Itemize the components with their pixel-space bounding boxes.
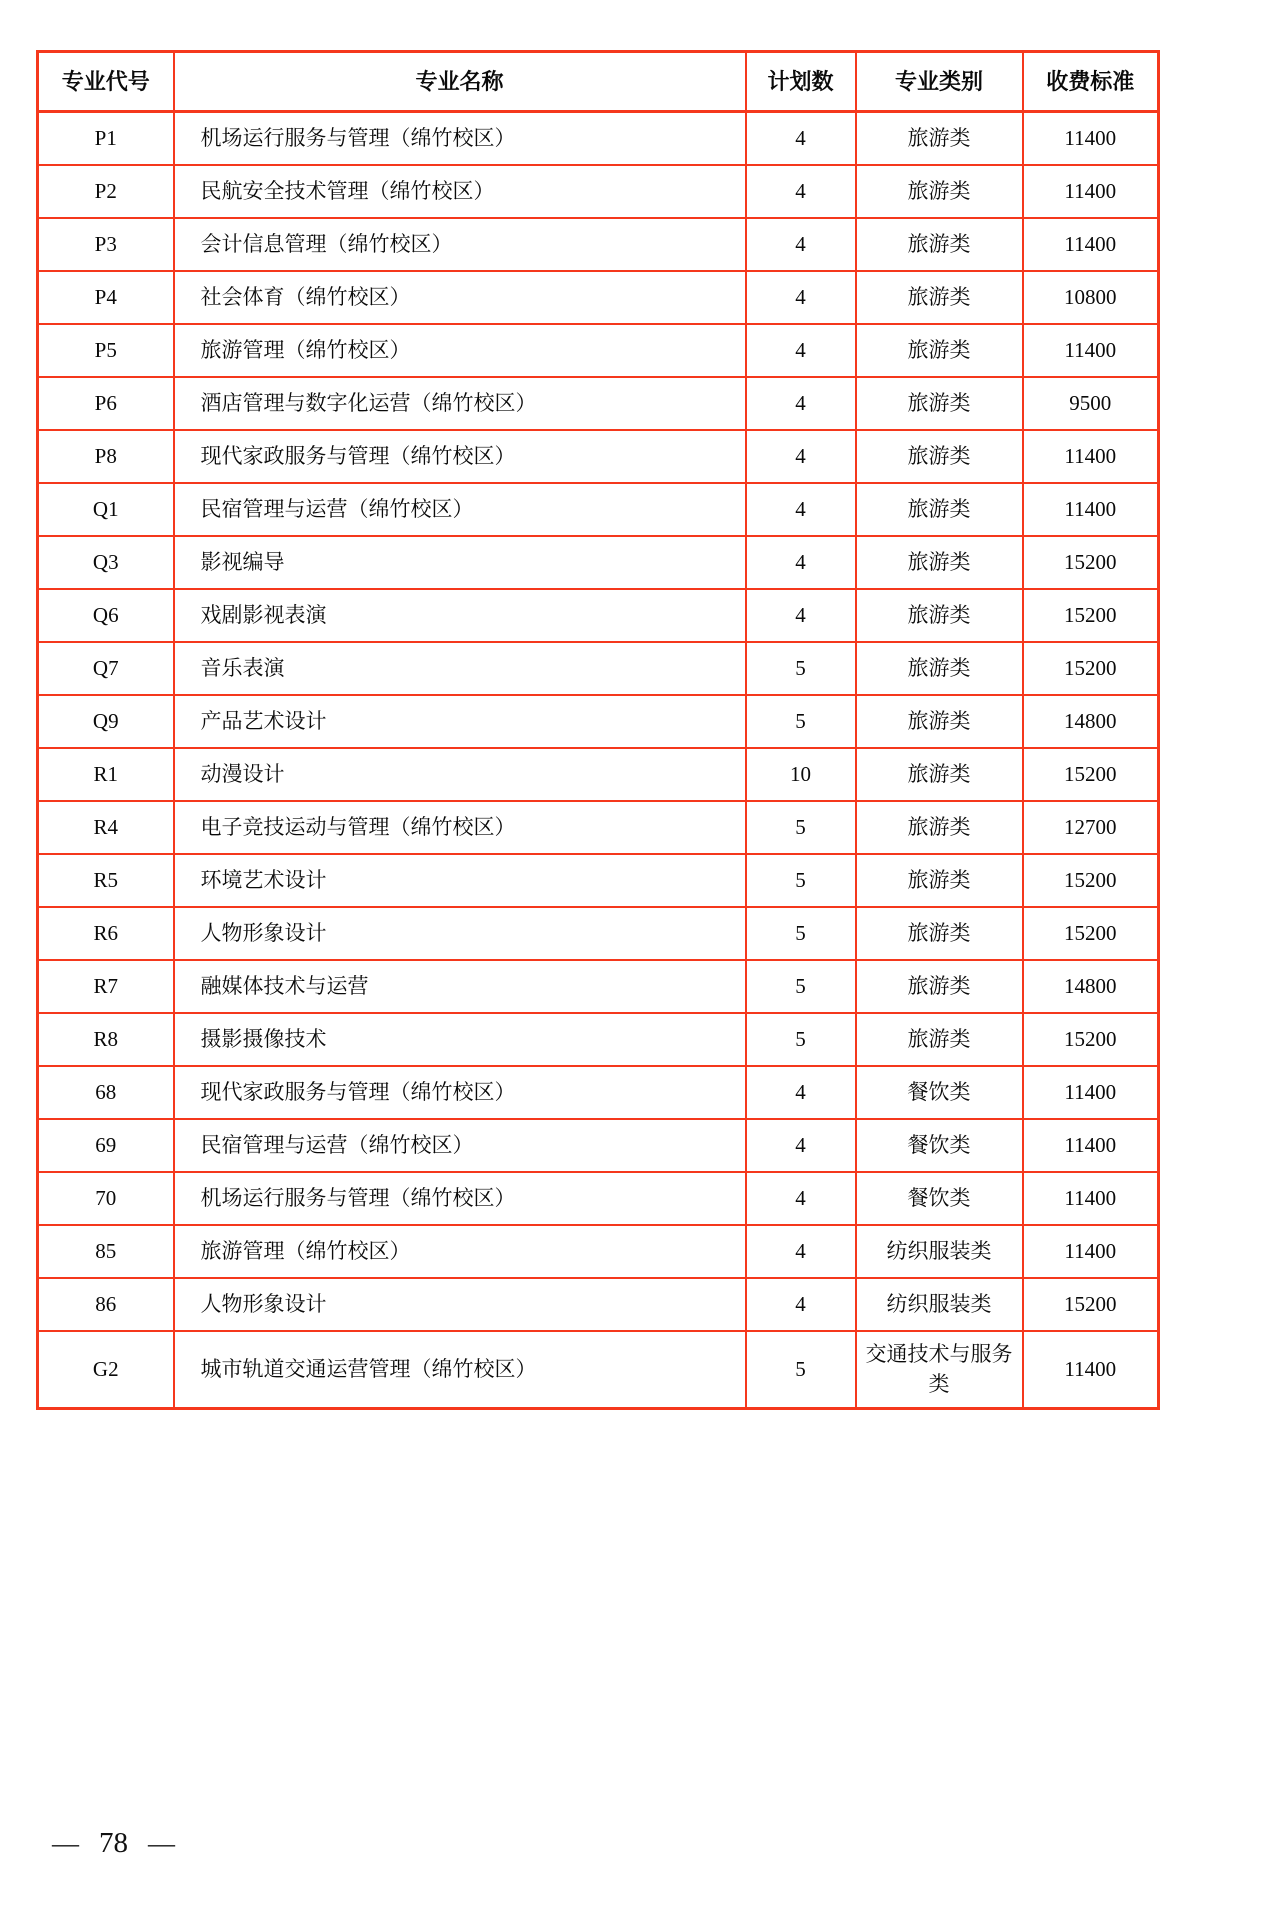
- footer-dash-right: —: [148, 1828, 175, 1858]
- cell-plan-count: 4: [746, 271, 856, 324]
- cell-category: 旅游类: [856, 960, 1023, 1013]
- table-row: [38, 1013, 1159, 1066]
- table-row: [38, 112, 1159, 165]
- cell-plan-count: 10: [746, 748, 856, 801]
- cell-major-code: R6: [38, 907, 174, 960]
- cell-major-name: 民宿管理与运营（绵竹校区）: [174, 1119, 746, 1172]
- cell-plan-count: 4: [746, 430, 856, 483]
- cell-major-code: R1: [38, 748, 174, 801]
- header-fee-standard: 收费标准: [1023, 52, 1159, 112]
- cell-major-name: 会计信息管理（绵竹校区）: [174, 218, 746, 271]
- cell-category: 旅游类: [856, 430, 1023, 483]
- cell-fee-standard: 14800: [1023, 695, 1159, 748]
- table-row: [38, 430, 1159, 483]
- table-row: [38, 1066, 1159, 1119]
- cell-plan-count: 5: [746, 1331, 856, 1409]
- header-plan-count: 计划数: [746, 52, 856, 112]
- table-row: [38, 218, 1159, 271]
- cell-plan-count: 4: [746, 112, 856, 165]
- cell-fee-standard: 11400: [1023, 483, 1159, 536]
- cell-major-name: 机场运行服务与管理（绵竹校区）: [174, 112, 746, 165]
- cell-category: 旅游类: [856, 271, 1023, 324]
- cell-fee-standard: 15200: [1023, 907, 1159, 960]
- cell-major-code: 68: [38, 1066, 174, 1119]
- cell-fee-standard: 15200: [1023, 536, 1159, 589]
- cell-category: 旅游类: [856, 1013, 1023, 1066]
- footer-page-number: 78: [99, 1827, 128, 1859]
- cell-major-name: 戏剧影视表演: [174, 589, 746, 642]
- cell-major-code: Q1: [38, 483, 174, 536]
- cell-category: 旅游类: [856, 377, 1023, 430]
- cell-plan-count: 4: [746, 483, 856, 536]
- cell-major-code: G2: [38, 1331, 174, 1409]
- cell-category: 旅游类: [856, 854, 1023, 907]
- table-row: [38, 695, 1159, 748]
- cell-major-code: Q3: [38, 536, 174, 589]
- cell-fee-standard: 11400: [1023, 1119, 1159, 1172]
- cell-category: 纺织服装类: [856, 1278, 1023, 1331]
- cell-major-name: 旅游管理（绵竹校区）: [174, 1225, 746, 1278]
- cell-plan-count: 5: [746, 642, 856, 695]
- cell-major-name: 人物形象设计: [174, 907, 746, 960]
- cell-plan-count: 4: [746, 1278, 856, 1331]
- cell-major-code: R7: [38, 960, 174, 1013]
- cell-fee-standard: 11400: [1023, 165, 1159, 218]
- header-major-category: 专业类别: [856, 52, 1023, 112]
- cell-major-name: 民宿管理与运营（绵竹校区）: [174, 483, 746, 536]
- cell-major-name: 人物形象设计: [174, 1278, 746, 1331]
- cell-major-code: Q9: [38, 695, 174, 748]
- cell-category: 旅游类: [856, 801, 1023, 854]
- cell-major-name: 环境艺术设计: [174, 854, 746, 907]
- cell-fee-standard: 11400: [1023, 1066, 1159, 1119]
- cell-category: 旅游类: [856, 748, 1023, 801]
- cell-plan-count: 4: [746, 1172, 856, 1225]
- cell-plan-count: 4: [746, 377, 856, 430]
- cell-fee-standard: 11400: [1023, 430, 1159, 483]
- cell-category: 旅游类: [856, 112, 1023, 165]
- cell-major-code: P8: [38, 430, 174, 483]
- cell-plan-count: 4: [746, 218, 856, 271]
- cell-category: 餐饮类: [856, 1119, 1023, 1172]
- table-row: [38, 801, 1159, 854]
- cell-category: 旅游类: [856, 695, 1023, 748]
- cell-major-name: 旅游管理（绵竹校区）: [174, 324, 746, 377]
- cell-plan-count: 4: [746, 324, 856, 377]
- table-row: [38, 960, 1159, 1013]
- cell-major-code: 85: [38, 1225, 174, 1278]
- cell-major-code: R8: [38, 1013, 174, 1066]
- cell-major-code: R5: [38, 854, 174, 907]
- cell-major-name: 动漫设计: [174, 748, 746, 801]
- cell-fee-standard: 15200: [1023, 589, 1159, 642]
- cell-fee-standard: 11400: [1023, 1331, 1159, 1409]
- table-row: [38, 589, 1159, 642]
- cell-major-code: 70: [38, 1172, 174, 1225]
- cell-category: 餐饮类: [856, 1066, 1023, 1119]
- cell-major-name: 现代家政服务与管理（绵竹校区）: [174, 430, 746, 483]
- cell-fee-standard: 10800: [1023, 271, 1159, 324]
- cell-major-code: Q7: [38, 642, 174, 695]
- table-header-row: [38, 52, 1159, 112]
- cell-major-name: 融媒体技术与运营: [174, 960, 746, 1013]
- cell-category: 旅游类: [856, 536, 1023, 589]
- cell-major-name: 影视编导: [174, 536, 746, 589]
- cell-major-code: Q6: [38, 589, 174, 642]
- table-row: [38, 324, 1159, 377]
- cell-major-name: 音乐表演: [174, 642, 746, 695]
- cell-plan-count: 4: [746, 165, 856, 218]
- cell-category: 餐饮类: [856, 1172, 1023, 1225]
- cell-plan-count: 5: [746, 695, 856, 748]
- cell-plan-count: 4: [746, 1066, 856, 1119]
- cell-plan-count: 4: [746, 589, 856, 642]
- cell-plan-count: 5: [746, 801, 856, 854]
- cell-major-name: 现代家政服务与管理（绵竹校区）: [174, 1066, 746, 1119]
- table-row: [38, 165, 1159, 218]
- cell-fee-standard: 15200: [1023, 1278, 1159, 1331]
- cell-fee-standard: 15200: [1023, 748, 1159, 801]
- cell-major-name: 产品艺术设计: [174, 695, 746, 748]
- cell-fee-standard: 15200: [1023, 642, 1159, 695]
- cell-fee-standard: 11400: [1023, 112, 1159, 165]
- cell-major-code: P5: [38, 324, 174, 377]
- cell-fee-standard: 11400: [1023, 324, 1159, 377]
- cell-major-code: P6: [38, 377, 174, 430]
- cell-plan-count: 5: [746, 960, 856, 1013]
- cell-major-code: P4: [38, 271, 174, 324]
- cell-fee-standard: 15200: [1023, 1013, 1159, 1066]
- cell-major-name: 城市轨道交通运营管理（绵竹校区）: [174, 1331, 746, 1409]
- cell-major-code: P1: [38, 112, 174, 165]
- table-row: [38, 907, 1159, 960]
- cell-major-code: 69: [38, 1119, 174, 1172]
- cell-fee-standard: 9500: [1023, 377, 1159, 430]
- footer-dash-left: —: [52, 1828, 79, 1858]
- cell-category: 旅游类: [856, 324, 1023, 377]
- cell-major-name: 电子竞技运动与管理（绵竹校区）: [174, 801, 746, 854]
- cell-fee-standard: 11400: [1023, 1225, 1159, 1278]
- cell-major-name: 酒店管理与数字化运营（绵竹校区）: [174, 377, 746, 430]
- cell-category: 旅游类: [856, 642, 1023, 695]
- cell-category: 纺织服装类: [856, 1225, 1023, 1278]
- table-row: [38, 1225, 1159, 1278]
- cell-category: 旅游类: [856, 589, 1023, 642]
- table-row: [38, 748, 1159, 801]
- cell-major-code: 86: [38, 1278, 174, 1331]
- cell-plan-count: 4: [746, 1119, 856, 1172]
- cell-plan-count: 5: [746, 1013, 856, 1066]
- cell-category: 旅游类: [856, 218, 1023, 271]
- cell-major-name: 社会体育（绵竹校区）: [174, 271, 746, 324]
- cell-major-code: R4: [38, 801, 174, 854]
- table-row: [38, 1278, 1159, 1331]
- header-major-code: 专业代号: [38, 52, 174, 112]
- table-row: [38, 642, 1159, 695]
- cell-plan-count: 5: [746, 854, 856, 907]
- header-major-name: 专业名称: [174, 52, 746, 112]
- table-row: [38, 377, 1159, 430]
- table-row: [38, 1172, 1159, 1225]
- cell-fee-standard: 15200: [1023, 854, 1159, 907]
- cell-category: 交通技术与服务类: [856, 1331, 1023, 1409]
- cell-fee-standard: 11400: [1023, 218, 1159, 271]
- table-row: [38, 483, 1159, 536]
- cell-category: 旅游类: [856, 165, 1023, 218]
- cell-category: 旅游类: [856, 483, 1023, 536]
- table-row: [38, 1119, 1159, 1172]
- cell-plan-count: 5: [746, 907, 856, 960]
- enrollment-plan-table: [36, 50, 1160, 1410]
- cell-major-name: 摄影摄像技术: [174, 1013, 746, 1066]
- table-row: [38, 1331, 1159, 1409]
- cell-category: 旅游类: [856, 907, 1023, 960]
- cell-fee-standard: 12700: [1023, 801, 1159, 854]
- cell-major-code: P2: [38, 165, 174, 218]
- table-row: [38, 536, 1159, 589]
- table-row: [38, 271, 1159, 324]
- cell-major-name: 机场运行服务与管理（绵竹校区）: [174, 1172, 746, 1225]
- table-row: [38, 854, 1159, 907]
- cell-fee-standard: 14800: [1023, 960, 1159, 1013]
- page-footer: [52, 1827, 175, 1860]
- cell-fee-standard: 11400: [1023, 1172, 1159, 1225]
- cell-major-code: P3: [38, 218, 174, 271]
- cell-plan-count: 4: [746, 536, 856, 589]
- cell-major-name: 民航安全技术管理（绵竹校区）: [174, 165, 746, 218]
- cell-plan-count: 4: [746, 1225, 856, 1278]
